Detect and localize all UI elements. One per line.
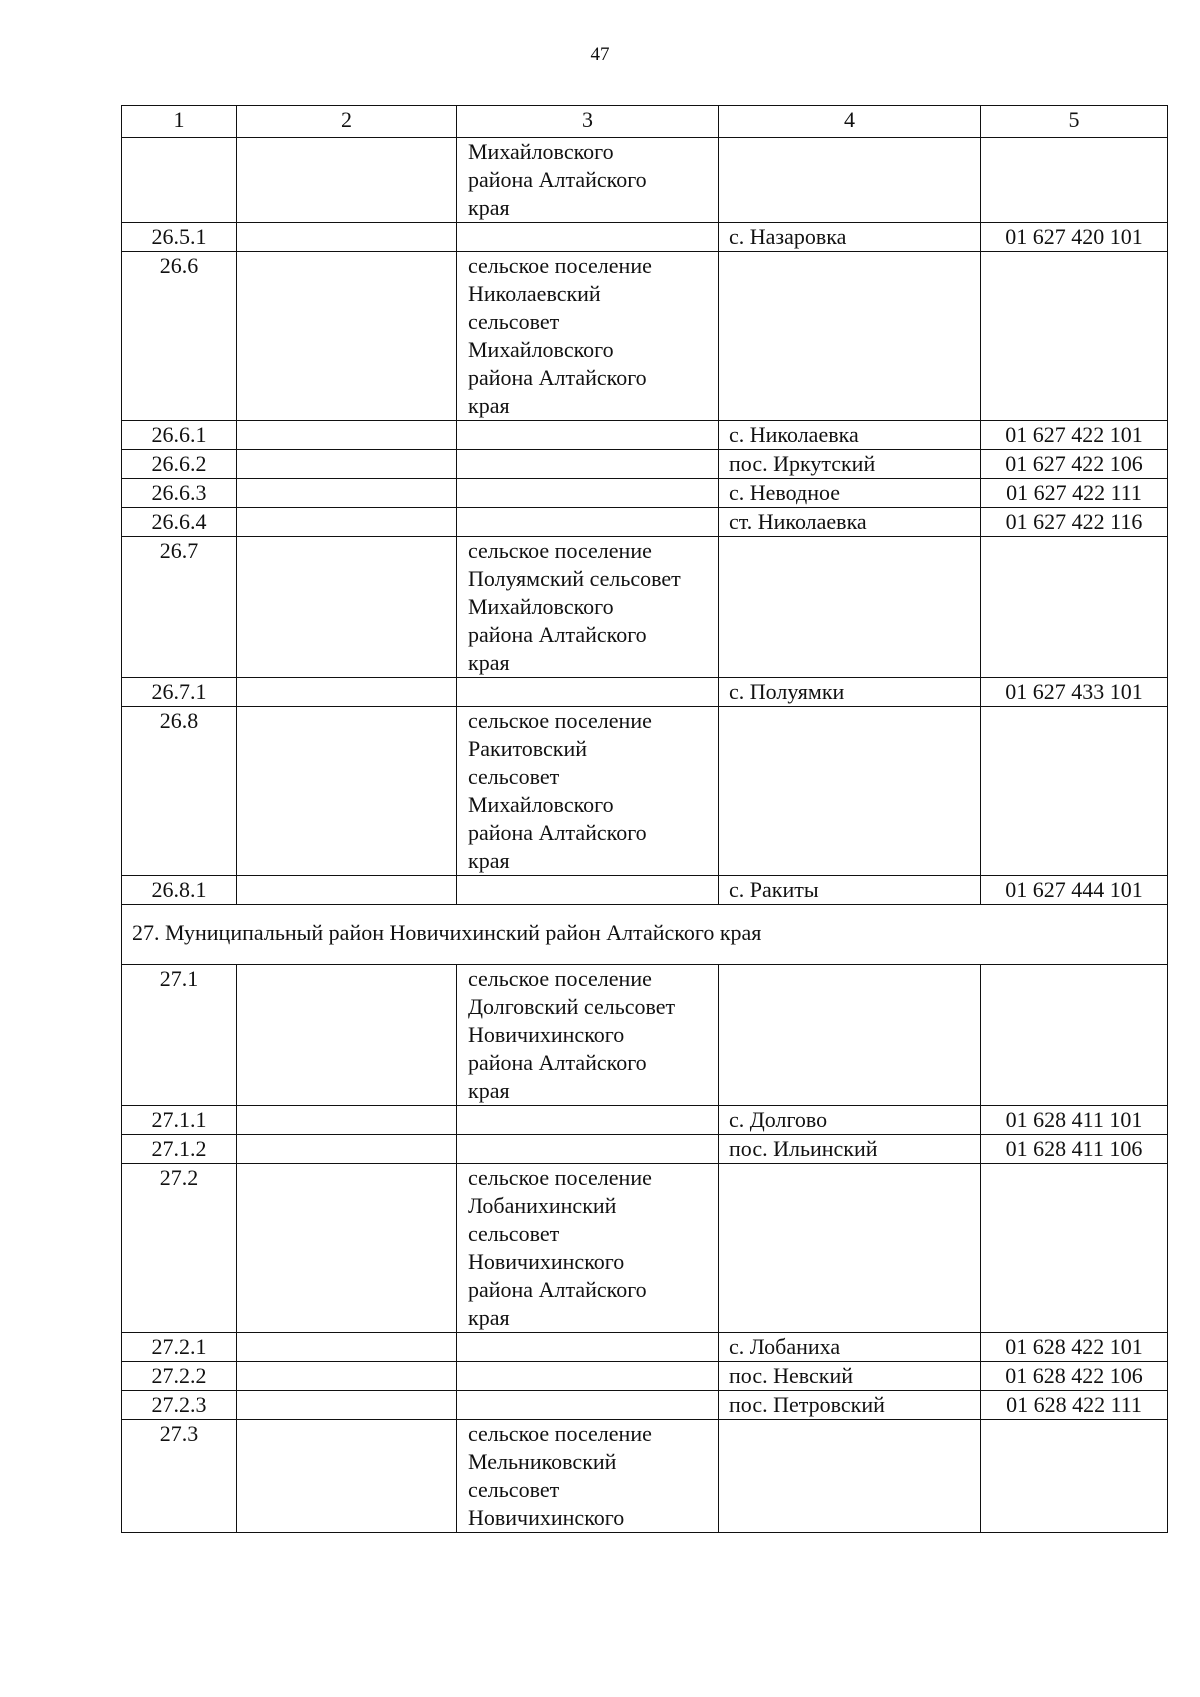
code-cell [981,965,1168,1106]
column-2-cell [237,876,457,905]
table-row [122,876,1168,905]
code-cell [981,1420,1168,1533]
table-row [122,537,1168,678]
page-number: 47 [590,44,610,65]
column-2-cell [237,1333,457,1362]
code-cell: 01 628 422 101 [981,1333,1168,1362]
code-cell: 01 627 422 111 [981,479,1168,508]
settlement-type-cell [457,1391,719,1420]
header-cell-1: 1 [122,106,237,138]
locality-cell [719,138,981,223]
locality-cell: с. Лобаниха [719,1333,981,1362]
section-row [122,905,1168,965]
row-number-cell: 26.7 [122,537,237,678]
column-2-cell [237,1362,457,1391]
locality-cell: пос. Иркутский [719,450,981,479]
code-cell: 01 627 433 101 [981,678,1168,707]
table-row [122,138,1168,223]
locality-cell [719,707,981,876]
column-2-cell [237,537,457,678]
table-row [122,1135,1168,1164]
locality-cell [719,252,981,421]
settlement-type-cell: сельское поселение Полуямский сельсовет Михайловского района Алтайского края [457,537,719,678]
table-row [122,252,1168,421]
code-cell: 01 628 411 101 [981,1106,1168,1135]
column-2-cell [237,450,457,479]
settlement-type-cell [457,479,719,508]
code-cell [981,537,1168,678]
locality-cell: с. Ракиты [719,876,981,905]
section-heading: 27. Муниципальный район Новичихинский район Алтайского края [122,905,1168,965]
row-number-cell: 26.6.1 [122,421,237,450]
settlement-type-cell: сельское поселение Николаевский сельсовет Михайловского района Алтайского края [457,252,719,421]
locality-cell [719,537,981,678]
settlement-type-cell [457,1135,719,1164]
row-number-cell: 26.7.1 [122,678,237,707]
table-row [122,1106,1168,1135]
settlement-type-cell [457,1362,719,1391]
table-row [122,223,1168,252]
table-row [122,678,1168,707]
row-number-cell: 27.2.3 [122,1391,237,1420]
column-2-cell [237,479,457,508]
locality-cell: с. Полуямки [719,678,981,707]
locality-cell: с. Николаевка [719,421,981,450]
code-cell [981,1164,1168,1333]
row-number-cell: 26.6 [122,252,237,421]
settlement-type-cell: сельское поселение Долговский сельсовет Новичихинского района Алтайского края [457,965,719,1106]
row-number-cell: 27.2.2 [122,1362,237,1391]
settlement-type-cell [457,1333,719,1362]
settlement-type-cell: сельское поселение Ракитовский сельсовет Михайловского района Алтайского края [457,707,719,876]
row-number-cell: 26.5.1 [122,223,237,252]
settlement-type-cell [457,421,719,450]
row-number-cell: 26.6.4 [122,508,237,537]
row-number-cell: 26.8 [122,707,237,876]
row-number-cell: 27.1 [122,965,237,1106]
table-row [122,1362,1168,1391]
table-body [122,138,1168,1533]
code-cell: 01 627 420 101 [981,223,1168,252]
locality-cell: с. Назаровка [719,223,981,252]
settlement-type-cell [457,876,719,905]
locality-cell [719,965,981,1106]
table-row [122,1164,1168,1333]
column-2-cell [237,707,457,876]
locality-cell: пос. Ильинский [719,1135,981,1164]
column-2-cell [237,421,457,450]
locality-cell: с. Долгово [719,1106,981,1135]
settlement-type-cell: сельское поселение Мельниковский сельсовет Новичихинского [457,1420,719,1533]
column-2-cell [237,138,457,223]
row-number-cell: 26.6.3 [122,479,237,508]
row-number-cell: 27.2.1 [122,1333,237,1362]
column-2-cell [237,1135,457,1164]
settlement-type-cell [457,450,719,479]
header-cell-3: 3 [457,106,719,138]
column-2-cell [237,1420,457,1533]
code-cell: 01 627 422 106 [981,450,1168,479]
locality-cell: пос. Петровский [719,1391,981,1420]
column-2-cell [237,252,457,421]
code-cell [981,252,1168,421]
settlement-type-cell: Михайловского района Алтайского края [457,138,719,223]
locality-cell: пос. Невский [719,1362,981,1391]
table-row [122,1333,1168,1362]
column-2-cell [237,1391,457,1420]
code-cell: 01 628 422 111 [981,1391,1168,1420]
settlement-type-cell: сельское поселение Лобанихинский сельсовет Новичихинского района Алтайского края [457,1164,719,1333]
row-number-cell: 27.1.1 [122,1106,237,1135]
table-row [122,479,1168,508]
row-number-cell: 27.3 [122,1420,237,1533]
code-cell: 01 628 422 106 [981,1362,1168,1391]
locality-cell: с. Неводное [719,479,981,508]
code-cell [981,138,1168,223]
table-row [122,508,1168,537]
row-number-cell: 26.8.1 [122,876,237,905]
table-row [122,1391,1168,1420]
header-row [122,106,1168,138]
locality-cell [719,1164,981,1333]
code-cell: 01 628 411 106 [981,1135,1168,1164]
table-row [122,421,1168,450]
column-2-cell [237,678,457,707]
settlement-type-cell [457,678,719,707]
locality-cell [719,1420,981,1533]
settlement-type-cell [457,508,719,537]
settlement-type-cell [457,223,719,252]
code-cell: 01 627 444 101 [981,876,1168,905]
column-2-cell [237,1164,457,1333]
column-2-cell [237,965,457,1106]
code-cell: 01 627 422 101 [981,421,1168,450]
row-number-cell: 26.6.2 [122,450,237,479]
row-number-cell: 27.1.2 [122,1135,237,1164]
header-cell-5: 5 [981,106,1168,138]
registry-table [121,105,1168,1533]
column-2-cell [237,1106,457,1135]
table-row [122,707,1168,876]
settlement-type-cell [457,1106,719,1135]
column-2-cell [237,508,457,537]
table-row [122,450,1168,479]
column-2-cell [237,223,457,252]
code-cell: 01 627 422 116 [981,508,1168,537]
table-row [122,965,1168,1106]
locality-cell: ст. Николаевка [719,508,981,537]
code-cell [981,707,1168,876]
table-row [122,1420,1168,1533]
row-number-cell: 27.2 [122,1164,237,1333]
header-cell-2: 2 [237,106,457,138]
row-number-cell [122,138,237,223]
header-cell-4: 4 [719,106,981,138]
